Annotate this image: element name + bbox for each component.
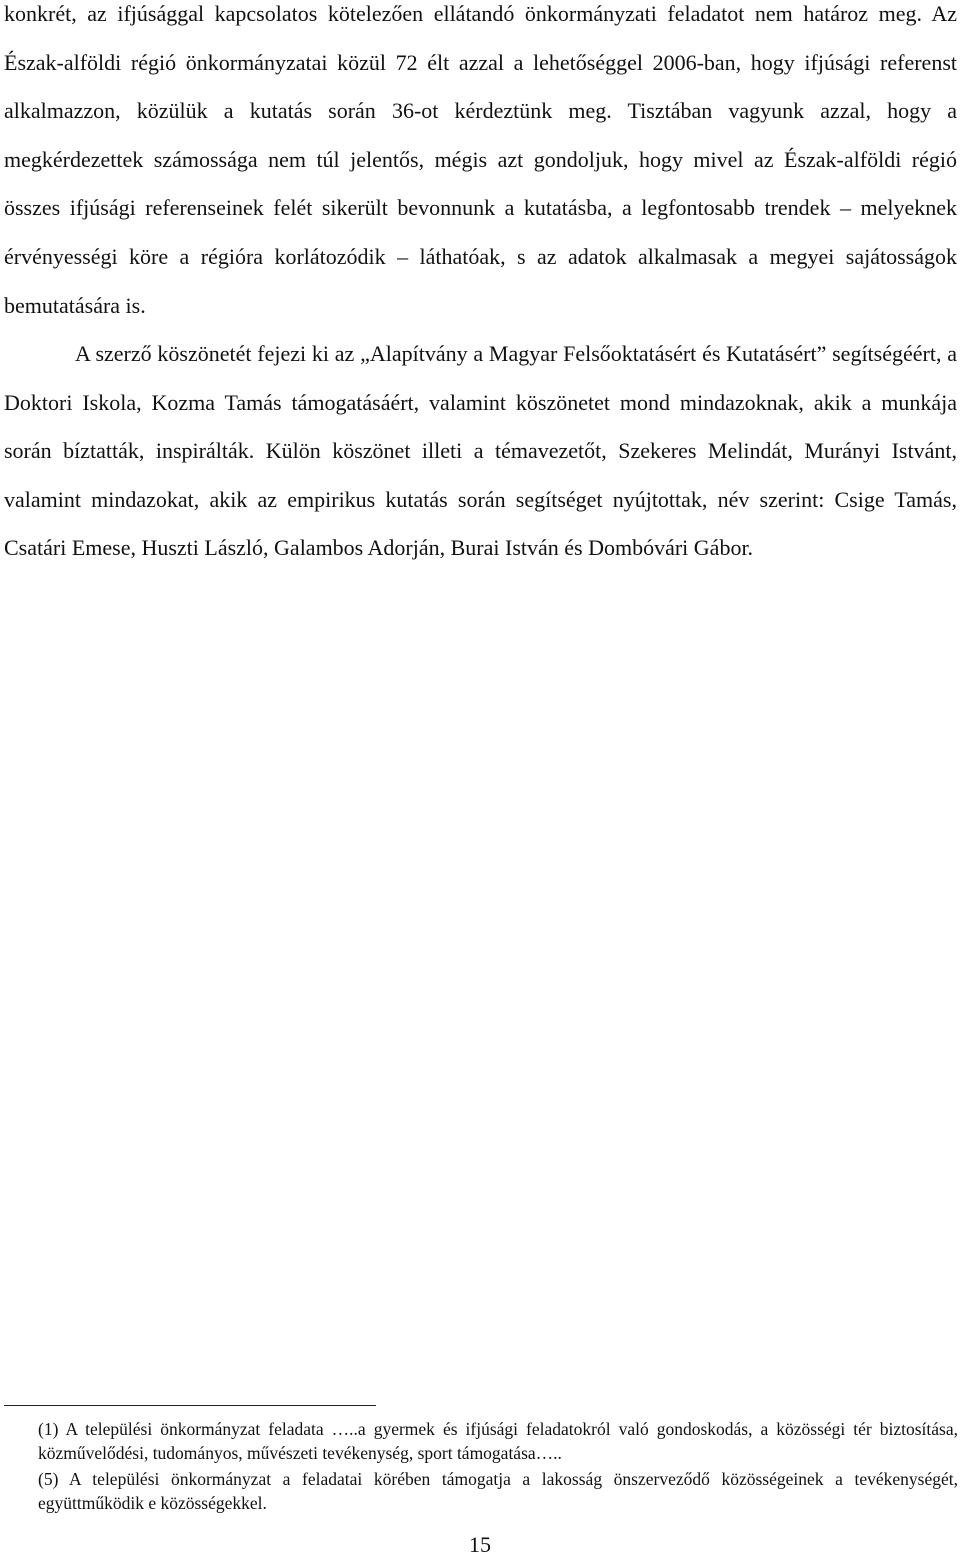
footnote-5: (5) A települési önkormányzat a feladatai körében támogatja a lakosság önszerveződő közösségeinek a tevékenységét, együttműködik e közösségekkel. bbox=[38, 1469, 958, 1513]
body-paragraph-2: A szerző köszönetét fejezi ki az „Alapítvány a Magyar Felsőoktatásért és Kutatásért” segítségéért, a Doktori Iskola, Kozma Tamás támogatásáért, valamint köszönetet mond mindazoknak, akik a munkája során bíztatták, inspirálták. Külön köszönet illeti a témavezetőt, Szekeres Melindát, Murányi Istvánt, valamint mindazokat, akik az empirikus kutatás során segítséget nyújtottak, név szerint: Csige Tamás, Csatári Emese, Huszti László, Galambos Adorján, Burai István és Dombóvári Gábor. bbox=[4, 341, 957, 561]
footnote-separator bbox=[4, 1405, 376, 1406]
body-paragraph-1: konkrét, az ifjúsággal kapcsolatos kötelezően ellátandó önkormányzati feladatot nem határoz meg. Az Észak-alföldi régió önkormányzatai közül 72 élt azzal a lehetőséggel 2006-ban, hogy ifjúsági referenst alkalmazzon, közülük a kutatás során 36-ot kérdeztünk meg. Tisztában vagyunk azzal, hogy a megkérdezettek számossága nem túl jelentős, mégis azt gondoljuk, hogy mivel az Észak-alföldi régió összes ifjúsági referenseinek felét sikerült bevonnunk a kutatásba, a legfontosabb trendek – melyeknek érvényességi köre a régióra korlátozódik – láthatóak, s az adatok alkalmasak a megyei sajátosságok bemutatására is. bbox=[4, 1, 957, 318]
footnote-1: (1) A települési önkormányzat feladata …..a gyermek és ifjúsági feladatokról való gondoskodás, a közösségi tér biztosítása, közművelődési, tudományos, művészeti tevékenység, sport támogatása….. bbox=[38, 1419, 958, 1463]
page-number: 15 bbox=[469, 1532, 491, 1557]
footnotes bbox=[38, 1417, 958, 1515]
